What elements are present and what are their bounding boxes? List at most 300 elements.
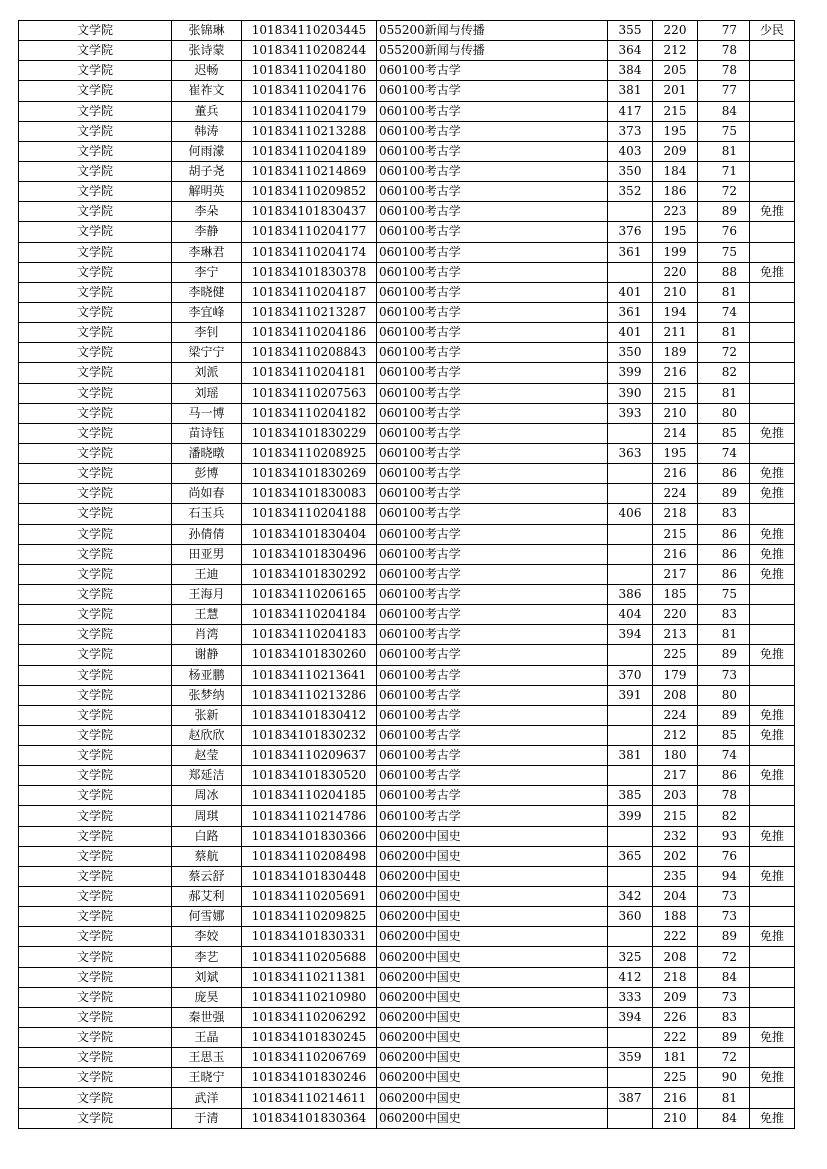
total-score-cell: 86	[698, 524, 750, 544]
name-cell: 何雪娜	[172, 907, 242, 927]
total-score-cell: 83	[698, 504, 750, 524]
college-cell: 文学院	[19, 866, 172, 886]
exam-id-cell: 101834101830404	[242, 524, 377, 544]
major-cell: 060100考古学	[377, 584, 608, 604]
total-score-cell: 72	[698, 182, 750, 202]
college-cell: 文学院	[19, 786, 172, 806]
total-score-cell: 74	[698, 443, 750, 463]
college-cell: 文学院	[19, 544, 172, 564]
name-cell: 张新	[172, 705, 242, 725]
table-row	[19, 121, 795, 141]
college-cell: 文学院	[19, 1048, 172, 1068]
note-cell	[750, 947, 795, 967]
college-cell: 文学院	[19, 41, 172, 61]
note-cell	[750, 625, 795, 645]
initial-score-cell	[608, 725, 653, 745]
name-cell: 杨亚鹏	[172, 665, 242, 685]
total-score-cell: 81	[698, 282, 750, 302]
retest-score-cell: 185	[653, 584, 698, 604]
table-row	[19, 21, 795, 41]
exam-id-cell: 101834110213287	[242, 302, 377, 322]
major-cell: 060100考古学	[377, 786, 608, 806]
total-score-cell: 86	[698, 544, 750, 564]
total-score-cell: 89	[698, 927, 750, 947]
major-cell: 060200中国史	[377, 947, 608, 967]
total-score-cell: 77	[698, 21, 750, 41]
total-score-cell: 85	[698, 423, 750, 443]
exam-id-cell: 101834110205691	[242, 887, 377, 907]
total-score-cell: 73	[698, 987, 750, 1007]
college-cell: 文学院	[19, 705, 172, 725]
major-cell: 060200中国史	[377, 967, 608, 987]
total-score-cell: 85	[698, 725, 750, 745]
major-cell: 060100考古学	[377, 81, 608, 101]
major-cell: 060200中国史	[377, 907, 608, 927]
major-cell: 055200新闻与传播	[377, 41, 608, 61]
exam-id-cell: 101834101830083	[242, 484, 377, 504]
total-score-cell: 82	[698, 806, 750, 826]
total-score-cell: 80	[698, 403, 750, 423]
college-cell: 文学院	[19, 141, 172, 161]
name-cell: 韩涛	[172, 121, 242, 141]
retest-score-cell: 195	[653, 222, 698, 242]
name-cell: 解明英	[172, 182, 242, 202]
retest-score-cell: 208	[653, 685, 698, 705]
note-cell	[750, 81, 795, 101]
retest-score-cell: 226	[653, 1007, 698, 1027]
exam-id-cell: 101834101830378	[242, 262, 377, 282]
name-cell: 刘派	[172, 363, 242, 383]
college-cell: 文学院	[19, 766, 172, 786]
initial-score-cell: 394	[608, 1007, 653, 1027]
total-score-cell: 89	[698, 1028, 750, 1048]
initial-score-cell	[608, 484, 653, 504]
initial-score-cell: 406	[608, 504, 653, 524]
retest-score-cell: 188	[653, 907, 698, 927]
major-cell: 060100考古学	[377, 423, 608, 443]
college-cell: 文学院	[19, 605, 172, 625]
exam-id-cell: 101834110208925	[242, 443, 377, 463]
major-cell: 060100考古学	[377, 806, 608, 826]
table-row	[19, 423, 795, 443]
note-cell	[750, 584, 795, 604]
total-score-cell: 81	[698, 383, 750, 403]
total-score-cell: 89	[698, 705, 750, 725]
total-score-cell: 73	[698, 907, 750, 927]
major-cell: 060100考古学	[377, 343, 608, 363]
name-cell: 蔡航	[172, 846, 242, 866]
table-row	[19, 866, 795, 886]
major-cell: 060100考古学	[377, 141, 608, 161]
exam-id-cell: 101834110209852	[242, 182, 377, 202]
initial-score-cell: 387	[608, 1088, 653, 1108]
table-row	[19, 81, 795, 101]
exam-id-cell: 101834110213286	[242, 685, 377, 705]
initial-score-cell	[608, 1068, 653, 1088]
note-cell: 免推	[750, 766, 795, 786]
initial-score-cell	[608, 524, 653, 544]
table-row	[19, 746, 795, 766]
retest-score-cell: 218	[653, 504, 698, 524]
college-cell: 文学院	[19, 826, 172, 846]
initial-score-cell: 325	[608, 947, 653, 967]
retest-score-cell: 232	[653, 826, 698, 846]
initial-score-cell: 403	[608, 141, 653, 161]
table-row	[19, 1108, 795, 1128]
major-cell: 060100考古学	[377, 363, 608, 383]
exam-id-cell: 101834110204179	[242, 101, 377, 121]
name-cell: 张锦琳	[172, 21, 242, 41]
exam-id-cell: 101834110204180	[242, 61, 377, 81]
exam-id-cell: 101834110214786	[242, 806, 377, 826]
retest-score-cell: 209	[653, 987, 698, 1007]
name-cell: 李朵	[172, 202, 242, 222]
exam-id-cell: 101834110204189	[242, 141, 377, 161]
table-row	[19, 786, 795, 806]
note-cell	[750, 746, 795, 766]
table-row	[19, 101, 795, 121]
name-cell: 李宜峰	[172, 302, 242, 322]
initial-score-cell: 361	[608, 302, 653, 322]
college-cell: 文学院	[19, 262, 172, 282]
note-cell	[750, 443, 795, 463]
major-cell: 060100考古学	[377, 705, 608, 725]
initial-score-cell: 363	[608, 443, 653, 463]
major-cell: 055200新闻与传播	[377, 21, 608, 41]
table-row	[19, 262, 795, 282]
college-cell: 文学院	[19, 1108, 172, 1128]
total-score-cell: 73	[698, 665, 750, 685]
note-cell	[750, 967, 795, 987]
note-cell	[750, 222, 795, 242]
college-cell: 文学院	[19, 947, 172, 967]
name-cell: 王慧	[172, 605, 242, 625]
note-cell	[750, 141, 795, 161]
major-cell: 060200中国史	[377, 1108, 608, 1128]
total-score-cell: 89	[698, 645, 750, 665]
name-cell: 张诗蒙	[172, 41, 242, 61]
initial-score-cell: 386	[608, 584, 653, 604]
note-cell: 免推	[750, 866, 795, 886]
table-row	[19, 323, 795, 343]
total-score-cell: 80	[698, 685, 750, 705]
total-score-cell: 84	[698, 101, 750, 121]
name-cell: 赵莹	[172, 746, 242, 766]
note-cell: 免推	[750, 705, 795, 725]
college-cell: 文学院	[19, 101, 172, 121]
table-row	[19, 806, 795, 826]
total-score-cell: 75	[698, 242, 750, 262]
major-cell: 060100考古学	[377, 302, 608, 322]
initial-score-cell	[608, 1028, 653, 1048]
college-cell: 文学院	[19, 685, 172, 705]
name-cell: 胡子尧	[172, 161, 242, 181]
college-cell: 文学院	[19, 1007, 172, 1027]
major-cell: 060100考古学	[377, 323, 608, 343]
total-score-cell: 82	[698, 363, 750, 383]
name-cell: 白路	[172, 826, 242, 846]
total-score-cell: 88	[698, 262, 750, 282]
total-score-cell: 83	[698, 605, 750, 625]
note-cell	[750, 504, 795, 524]
college-cell: 文学院	[19, 625, 172, 645]
college-cell: 文学院	[19, 907, 172, 927]
name-cell: 李钊	[172, 323, 242, 343]
note-cell	[750, 41, 795, 61]
exam-id-cell: 101834110204183	[242, 625, 377, 645]
college-cell: 文学院	[19, 846, 172, 866]
table-row	[19, 665, 795, 685]
major-cell: 060100考古学	[377, 524, 608, 544]
college-cell: 文学院	[19, 222, 172, 242]
initial-score-cell: 385	[608, 786, 653, 806]
initial-score-cell: 364	[608, 41, 653, 61]
college-cell: 文学院	[19, 504, 172, 524]
name-cell: 崔祚文	[172, 81, 242, 101]
table-row	[19, 1028, 795, 1048]
retest-score-cell: 202	[653, 846, 698, 866]
initial-score-cell: 393	[608, 403, 653, 423]
exam-id-cell: 101834110204177	[242, 222, 377, 242]
note-cell: 少民	[750, 21, 795, 41]
exam-id-cell: 101834101830412	[242, 705, 377, 725]
major-cell: 060100考古学	[377, 484, 608, 504]
note-cell	[750, 302, 795, 322]
table-row	[19, 343, 795, 363]
note-cell: 免推	[750, 202, 795, 222]
major-cell: 060200中国史	[377, 846, 608, 866]
major-cell: 060100考古学	[377, 262, 608, 282]
name-cell: 李宁	[172, 262, 242, 282]
retest-score-cell: 214	[653, 423, 698, 443]
retest-score-cell: 223	[653, 202, 698, 222]
initial-score-cell: 404	[608, 605, 653, 625]
name-cell: 李艺	[172, 947, 242, 967]
college-cell: 文学院	[19, 806, 172, 826]
total-score-cell: 75	[698, 584, 750, 604]
major-cell: 060200中国史	[377, 826, 608, 846]
table-row	[19, 524, 795, 544]
name-cell: 赵欣欣	[172, 725, 242, 745]
exam-id-cell: 101834110203445	[242, 21, 377, 41]
college-cell: 文学院	[19, 121, 172, 141]
retest-score-cell: 213	[653, 625, 698, 645]
major-cell: 060100考古学	[377, 544, 608, 564]
table-body	[19, 21, 795, 1129]
note-cell	[750, 161, 795, 181]
note-cell: 免推	[750, 564, 795, 584]
note-cell: 免推	[750, 645, 795, 665]
initial-score-cell: 401	[608, 323, 653, 343]
exam-id-cell: 101834110206165	[242, 584, 377, 604]
exam-id-cell: 101834110210980	[242, 987, 377, 1007]
total-score-cell: 72	[698, 343, 750, 363]
initial-score-cell: 360	[608, 907, 653, 927]
note-cell	[750, 403, 795, 423]
initial-score-cell: 350	[608, 161, 653, 181]
exam-id-cell: 101834110204174	[242, 242, 377, 262]
total-score-cell: 74	[698, 746, 750, 766]
college-cell: 文学院	[19, 302, 172, 322]
exam-id-cell: 101834101830437	[242, 202, 377, 222]
total-score-cell: 78	[698, 41, 750, 61]
retest-score-cell: 205	[653, 61, 698, 81]
initial-score-cell: 384	[608, 61, 653, 81]
exam-id-cell: 101834110205688	[242, 947, 377, 967]
college-cell: 文学院	[19, 282, 172, 302]
note-cell: 免推	[750, 423, 795, 443]
table-row	[19, 725, 795, 745]
retest-score-cell: 222	[653, 1028, 698, 1048]
retest-score-cell: 224	[653, 705, 698, 725]
major-cell: 060200中国史	[377, 866, 608, 886]
name-cell: 马一博	[172, 403, 242, 423]
note-cell	[750, 786, 795, 806]
table-row	[19, 1068, 795, 1088]
retest-score-cell: 217	[653, 564, 698, 584]
note-cell	[750, 282, 795, 302]
name-cell: 刘斌	[172, 967, 242, 987]
exam-id-cell: 101834101830269	[242, 464, 377, 484]
note-cell: 免推	[750, 1108, 795, 1128]
major-cell: 060200中国史	[377, 927, 608, 947]
exam-id-cell: 101834110213288	[242, 121, 377, 141]
initial-score-cell	[608, 766, 653, 786]
major-cell: 060100考古学	[377, 464, 608, 484]
retest-score-cell: 189	[653, 343, 698, 363]
retest-score-cell: 195	[653, 121, 698, 141]
note-cell	[750, 182, 795, 202]
name-cell: 田亚男	[172, 544, 242, 564]
college-cell: 文学院	[19, 363, 172, 383]
exam-id-cell: 101834101830364	[242, 1108, 377, 1128]
college-cell: 文学院	[19, 403, 172, 423]
note-cell: 免推	[750, 826, 795, 846]
college-cell: 文学院	[19, 202, 172, 222]
table-row	[19, 1007, 795, 1027]
college-cell: 文学院	[19, 584, 172, 604]
total-score-cell: 75	[698, 121, 750, 141]
table-row	[19, 61, 795, 81]
exam-id-cell: 101834101830520	[242, 766, 377, 786]
retest-score-cell: 222	[653, 927, 698, 947]
note-cell: 免推	[750, 927, 795, 947]
college-cell: 文学院	[19, 645, 172, 665]
table-row	[19, 967, 795, 987]
total-score-cell: 90	[698, 1068, 750, 1088]
retest-score-cell: 211	[653, 323, 698, 343]
table-row	[19, 544, 795, 564]
major-cell: 060100考古学	[377, 101, 608, 121]
college-cell: 文学院	[19, 61, 172, 81]
initial-score-cell: 350	[608, 343, 653, 363]
initial-score-cell	[608, 866, 653, 886]
major-cell: 060200中国史	[377, 1048, 608, 1068]
initial-score-cell: 381	[608, 81, 653, 101]
retest-score-cell: 203	[653, 786, 698, 806]
total-score-cell: 76	[698, 846, 750, 866]
name-cell: 于清	[172, 1108, 242, 1128]
note-cell	[750, 907, 795, 927]
initial-score-cell	[608, 544, 653, 564]
name-cell: 李静	[172, 222, 242, 242]
college-cell: 文学院	[19, 81, 172, 101]
retest-score-cell: 218	[653, 967, 698, 987]
initial-score-cell: 365	[608, 846, 653, 866]
college-cell: 文学院	[19, 887, 172, 907]
note-cell	[750, 685, 795, 705]
retest-score-cell: 235	[653, 866, 698, 886]
retest-score-cell: 210	[653, 282, 698, 302]
name-cell: 张梦纳	[172, 685, 242, 705]
initial-score-cell	[608, 705, 653, 725]
retest-score-cell: 220	[653, 21, 698, 41]
initial-score-cell: 391	[608, 685, 653, 705]
table-row	[19, 161, 795, 181]
total-score-cell: 76	[698, 222, 750, 242]
initial-score-cell: 352	[608, 182, 653, 202]
note-cell: 免推	[750, 725, 795, 745]
table-row	[19, 302, 795, 322]
note-cell	[750, 61, 795, 81]
table-row	[19, 363, 795, 383]
name-cell: 蔡云舒	[172, 866, 242, 886]
table-row	[19, 282, 795, 302]
total-score-cell: 93	[698, 826, 750, 846]
exam-id-cell: 101834101830366	[242, 826, 377, 846]
exam-id-cell: 101834110204185	[242, 786, 377, 806]
retest-score-cell: 216	[653, 1088, 698, 1108]
major-cell: 060200中国史	[377, 1028, 608, 1048]
initial-score-cell: 401	[608, 282, 653, 302]
exam-id-cell: 101834110206292	[242, 1007, 377, 1027]
note-cell	[750, 343, 795, 363]
name-cell: 孙倩倩	[172, 524, 242, 544]
major-cell: 060100考古学	[377, 605, 608, 625]
initial-score-cell: 394	[608, 625, 653, 645]
total-score-cell: 84	[698, 1108, 750, 1128]
major-cell: 060100考古学	[377, 202, 608, 222]
major-cell: 060100考古学	[377, 625, 608, 645]
college-cell: 文学院	[19, 323, 172, 343]
retest-score-cell: 225	[653, 1068, 698, 1088]
initial-score-cell	[608, 826, 653, 846]
exam-id-cell: 101834101830292	[242, 564, 377, 584]
exam-id-cell: 101834110211381	[242, 967, 377, 987]
exam-id-cell: 101834110214611	[242, 1088, 377, 1108]
table-row	[19, 887, 795, 907]
major-cell: 060100考古学	[377, 242, 608, 262]
college-cell: 文学院	[19, 464, 172, 484]
total-score-cell: 81	[698, 1088, 750, 1108]
exam-id-cell: 101834101830232	[242, 725, 377, 745]
note-cell	[750, 605, 795, 625]
name-cell: 武洋	[172, 1088, 242, 1108]
table-row	[19, 846, 795, 866]
initial-score-cell	[608, 423, 653, 443]
retest-score-cell: 220	[653, 605, 698, 625]
note-cell	[750, 987, 795, 1007]
total-score-cell: 72	[698, 1048, 750, 1068]
name-cell: 尚如春	[172, 484, 242, 504]
initial-score-cell: 373	[608, 121, 653, 141]
major-cell: 060100考古学	[377, 645, 608, 665]
initial-score-cell: 355	[608, 21, 653, 41]
name-cell: 王晓宁	[172, 1068, 242, 1088]
note-cell	[750, 121, 795, 141]
total-score-cell: 73	[698, 887, 750, 907]
major-cell: 060200中国史	[377, 1088, 608, 1108]
